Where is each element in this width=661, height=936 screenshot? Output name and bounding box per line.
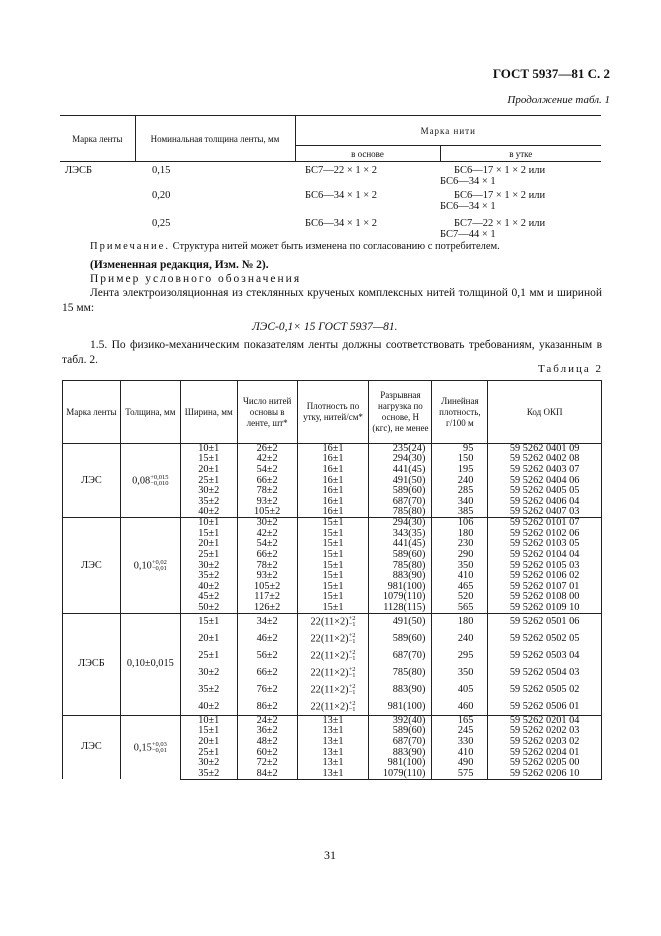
t2-density: 13±1: [297, 726, 369, 737]
t2-density: 16±1: [297, 475, 369, 486]
tolerance: +2 −1: [348, 648, 356, 662]
tolerance: +2 −1: [348, 699, 356, 713]
t2-threads: 105±2: [237, 507, 297, 518]
t2-okp: 59 5262 0107 01: [488, 582, 602, 593]
table-note: Примечание. Структура нитей может быть изменена по согласованию с потребителем.: [90, 241, 500, 252]
t2-linear: 95: [432, 444, 488, 455]
t2-width: 40±2: [180, 582, 237, 593]
t2-threads: 126±2: [237, 603, 297, 614]
t2-load: 589(60): [369, 486, 432, 497]
t2-load: 687(70): [369, 497, 432, 508]
t1-weft: БС7—22 × 1 × 2 или БС7—44 × 1: [440, 217, 546, 240]
t2-load: 589(60): [369, 550, 432, 561]
t2-density: 22(11×2) +2 −1: [297, 630, 369, 647]
t2-okp: 59 5262 0406 04: [488, 497, 602, 508]
t2-okp: 59 5262 0101 07: [488, 518, 602, 529]
t2-linear: 195: [432, 465, 488, 476]
tolerance: +2 −1: [348, 615, 356, 629]
t2-okp: 59 5262 0103 05: [488, 539, 602, 550]
t2-width: 25±1: [180, 747, 237, 758]
example-text: Лента электроизоляционная из стеклянных крученых комплексных нитей толщиной 0,1 мм и шириной 15 мм:: [62, 287, 602, 314]
t2-okp: 59 5262 0405 05: [488, 486, 602, 497]
t2-okp: 59 5262 0201 04: [488, 715, 602, 726]
table-continuation-label: Продолжение табл. 1: [507, 94, 610, 106]
t2-threads: 54±2: [237, 465, 297, 476]
t2-linear: 240: [432, 475, 488, 486]
t2-width: 10±1: [180, 444, 237, 455]
t2-density: 16±1: [297, 486, 369, 497]
t2-density: 22(11×2) +2 −1: [297, 681, 369, 698]
t2-load: 1128(115): [369, 603, 432, 614]
t2-threads: 93±2: [237, 497, 297, 508]
table-2: [62, 380, 602, 780]
t2-width: 35±2: [180, 497, 237, 508]
t2-threads: 42±2: [237, 454, 297, 465]
t2-linear: 520: [432, 592, 488, 603]
t1-header-brand: Марка ленты: [60, 116, 135, 162]
t2-density: 22(11×2) +2 −1: [297, 647, 369, 664]
t1-header-thickness: Номинальная толщина ленты, мм: [135, 116, 295, 162]
t2-load: 785(80): [369, 507, 432, 518]
t2-header-density: Плотность по утку, нитей/см*: [297, 381, 369, 444]
t2-header-load: Разрывная нагрузка по основе, Н (кгс), не менее: [369, 381, 432, 444]
t2-linear: 245: [432, 726, 488, 737]
t2-density: 15±1: [297, 550, 369, 561]
t2-threads: 117±2: [237, 592, 297, 603]
t2-load: 1079(110): [369, 592, 432, 603]
t2-okp: 59 5262 0203 02: [488, 737, 602, 748]
t2-okp: 59 5262 0402 08: [488, 454, 602, 465]
t1-warp: БС6—34 × 1 × 2: [305, 217, 378, 229]
t2-header-brand: Марка ленты: [63, 381, 121, 444]
t2-linear: 460: [432, 698, 488, 715]
t2-load: 981(100): [369, 582, 432, 593]
t2-load: 589(60): [369, 630, 432, 647]
t2-threads: 78±2: [237, 560, 297, 571]
t1-weft: БС6—17 × 1 × 2 или БС6—34 × 1: [440, 165, 546, 187]
t2-width: 15±1: [180, 613, 237, 630]
t2-linear: 165: [432, 715, 488, 726]
t2-okp: 59 5262 0205 00: [488, 758, 602, 769]
t2-okp: 59 5262 0407 03: [488, 507, 602, 518]
t2-okp: 59 5262 0106 02: [488, 571, 602, 582]
t2-okp: 59 5262 0501 06: [488, 613, 602, 630]
t2-okp: 59 5262 0502 05: [488, 630, 602, 647]
t2-width: 20±1: [180, 539, 237, 550]
t2-load: 883(90): [369, 681, 432, 698]
t2-okp: 59 5262 0404 06: [488, 475, 602, 486]
t2-load: 491(50): [369, 475, 432, 486]
t2-linear: 180: [432, 529, 488, 540]
t2-linear: 405: [432, 681, 488, 698]
tolerance: +2 −1: [348, 631, 356, 645]
t2-load: 235(24): [369, 444, 432, 455]
t2-density: 15±1: [297, 560, 369, 571]
t1-header-thread: Марка нити: [295, 116, 601, 146]
t2-okp: 59 5262 0206 10: [488, 769, 602, 780]
t2-okp: 59 5262 0102 06: [488, 529, 602, 540]
t2-header-threads: Число нитей основы в ленте, шт*: [237, 381, 297, 444]
t2-width: 20±1: [180, 465, 237, 476]
t1-warp: БС6—34 × 1 × 2: [305, 189, 378, 201]
t2-okp: 59 5262 0204 01: [488, 747, 602, 758]
t2-linear: 490: [432, 758, 488, 769]
t2-density: 15±1: [297, 539, 369, 550]
t2-density: 15±1: [297, 582, 369, 593]
t2-width: 35±2: [180, 681, 237, 698]
t2-width: 15±1: [180, 726, 237, 737]
t2-linear: 240: [432, 630, 488, 647]
t2-density: 22(11×2) +2 −1: [297, 613, 369, 630]
t2-threads: 60±2: [237, 747, 297, 758]
t2-linear: 385: [432, 507, 488, 518]
t2-header-width: Ширина, мм: [180, 381, 237, 444]
t2-width: 35±2: [180, 571, 237, 582]
t2-linear: 350: [432, 664, 488, 681]
t2-linear: 565: [432, 603, 488, 614]
t2-width: 40±2: [180, 698, 237, 715]
t1-weft: БС6—17 × 1 × 2 или БС6—34 × 1: [440, 189, 546, 212]
t2-density: 16±1: [297, 444, 369, 455]
t2-okp: 59 5262 0105 03: [488, 560, 602, 571]
t2-width: 45±2: [180, 592, 237, 603]
t2-linear: 230: [432, 539, 488, 550]
t2-linear: 106: [432, 518, 488, 529]
t1-warp: БС7—22 × 1 × 2: [305, 165, 378, 176]
t2-linear: 350: [432, 560, 488, 571]
t2-threads: 78±2: [237, 486, 297, 497]
t1-header-weft: в утке: [440, 146, 601, 162]
t2-thickness: 0,08 +0,015 −0,010: [120, 444, 180, 518]
t2-body: [63, 444, 602, 780]
clause-1-5: 1.5. По физико-механическим показателям ленты должны соответствовать требованиям, указанным в табл. 2.: [62, 339, 602, 366]
t2-load: 785(80): [369, 664, 432, 681]
t2-thickness: 0,15 +0,03 −0,01: [120, 715, 180, 779]
t2-density: 13±1: [297, 715, 369, 726]
t2-load: 441(45): [369, 539, 432, 550]
t2-threads: 34±2: [237, 613, 297, 630]
tolerance: +2 −1: [348, 682, 356, 696]
t2-okp: 59 5262 0505 02: [488, 681, 602, 698]
t2-density: 13±1: [297, 747, 369, 758]
t2-threads: 26±2: [237, 444, 297, 455]
tolerance: +0,015 −0,010: [150, 473, 169, 487]
t2-load: 981(100): [369, 758, 432, 769]
t2-width: 10±1: [180, 715, 237, 726]
t2-linear: 180: [432, 613, 488, 630]
t2-thickness: 0,10 +0,02 −0,01: [120, 518, 180, 614]
t2-linear: 295: [432, 647, 488, 664]
t2-density: 15±1: [297, 571, 369, 582]
t2-threads: 36±2: [237, 726, 297, 737]
t2-load: 294(30): [369, 454, 432, 465]
t2-okp: 59 5262 0401 09: [488, 444, 602, 455]
t1-thickness: 0,15: [152, 165, 171, 176]
tolerance: +0,02 −0,01: [151, 558, 167, 572]
t2-density: 13±1: [297, 737, 369, 748]
t1-thickness: 0,20: [152, 189, 171, 201]
t2-load: 883(90): [369, 747, 432, 758]
page-number: 31: [324, 848, 336, 862]
t2-width: 30±2: [180, 486, 237, 497]
t2-load: 785(80): [369, 560, 432, 571]
example-title: Пример условного обозначения: [90, 273, 302, 285]
t2-width: 15±1: [180, 529, 237, 540]
t2-linear: 410: [432, 571, 488, 582]
t2-okp: 59 5262 0504 03: [488, 664, 602, 681]
t2-threads: 93±2: [237, 571, 297, 582]
t2-density: 22(11×2) +2 −1: [297, 664, 369, 681]
t2-linear: 150: [432, 454, 488, 465]
t2-threads: 46±2: [237, 630, 297, 647]
t2-okp: 59 5262 0109 10: [488, 603, 602, 614]
t2-threads: 54±2: [237, 539, 297, 550]
t2-load: 491(50): [369, 613, 432, 630]
document-header: ГОСТ 5937—81 С. 2: [492, 66, 610, 81]
t2-density: 22(11×2) +2 −1: [297, 698, 369, 715]
t2-density: 15±1: [297, 603, 369, 614]
t2-load: 883(90): [369, 571, 432, 582]
t2-width: 20±1: [180, 737, 237, 748]
t2-threads: 56±2: [237, 647, 297, 664]
t2-brand: ЛЭС: [63, 444, 121, 518]
t2-width: 25±1: [180, 550, 237, 561]
table-2-caption: Таблица 2: [537, 363, 603, 375]
t2-load: 441(45): [369, 465, 432, 476]
t2-load: 294(30): [369, 518, 432, 529]
t2-okp: 59 5262 0403 07: [488, 465, 602, 476]
t2-threads: 30±2: [237, 518, 297, 529]
t2-load: 392(40): [369, 715, 432, 726]
t2-density: 15±1: [297, 592, 369, 603]
t2-linear: 465: [432, 582, 488, 593]
t2-header-thickness: Толщина, мм: [120, 381, 180, 444]
tolerance: +0,03 −0,01: [151, 740, 167, 754]
t2-density: 15±1: [297, 529, 369, 540]
t2-brand: ЛЭС: [63, 518, 121, 614]
t2-density: 16±1: [297, 497, 369, 508]
t2-threads: 24±2: [237, 715, 297, 726]
t2-width: 15±1: [180, 454, 237, 465]
t2-width: 30±2: [180, 758, 237, 769]
t2-okp: 59 5262 0202 03: [488, 726, 602, 737]
t2-threads: 76±2: [237, 681, 297, 698]
t2-brand: ЛЭС: [63, 715, 121, 779]
t2-width: 40±2: [180, 507, 237, 518]
t2-load: 687(70): [369, 647, 432, 664]
t2-width: 20±1: [180, 630, 237, 647]
t2-okp: 59 5262 0104 04: [488, 550, 602, 561]
t2-width: 25±1: [180, 475, 237, 486]
t2-threads: 66±2: [237, 664, 297, 681]
t2-okp: 59 5262 0108 00: [488, 592, 602, 603]
t2-linear: 285: [432, 486, 488, 497]
t2-width: 30±2: [180, 560, 237, 571]
t2-linear: 410: [432, 747, 488, 758]
t2-density: 16±1: [297, 454, 369, 465]
t2-linear: 330: [432, 737, 488, 748]
t2-okp: 59 5262 0503 04: [488, 647, 602, 664]
t2-width: 25±1: [180, 647, 237, 664]
t2-width: 30±2: [180, 664, 237, 681]
t2-threads: 66±2: [237, 550, 297, 561]
t2-density: 13±1: [297, 769, 369, 780]
table-1: [60, 115, 601, 244]
t2-okp: 59 5262 0506 01: [488, 698, 602, 715]
example-designation: ЛЭС-0,1× 15 ГОСТ 5937—81.: [252, 321, 398, 333]
t2-load: 687(70): [369, 737, 432, 748]
t2-linear: 575: [432, 769, 488, 780]
edition-note: (Измененная редакция, Изм. № 2).: [90, 259, 269, 271]
t2-load: 589(60): [369, 726, 432, 737]
t2-threads: 86±2: [237, 698, 297, 715]
t2-threads: 42±2: [237, 529, 297, 540]
t2-width: 35±2: [180, 769, 237, 780]
t2-load: 1079(110): [369, 769, 432, 780]
t2-threads: 105±2: [237, 582, 297, 593]
t2-load: 343(35): [369, 529, 432, 540]
t1-header-warp: в основе: [295, 146, 440, 162]
t2-brand: ЛЭСБ: [63, 613, 121, 715]
t2-threads: 72±2: [237, 758, 297, 769]
t2-header-okp: Код ОКП: [488, 381, 602, 444]
t2-density: 16±1: [297, 465, 369, 476]
tolerance: +2 −1: [348, 665, 356, 679]
t2-threads: 48±2: [237, 737, 297, 748]
t2-load: 981(100): [369, 698, 432, 715]
t2-threads: 84±2: [237, 769, 297, 780]
t2-linear: 290: [432, 550, 488, 561]
t2-width: 10±1: [180, 518, 237, 529]
t2-density: 15±1: [297, 518, 369, 529]
t2-linear: 340: [432, 497, 488, 508]
t2-thickness: 0,10±0,015: [120, 613, 180, 715]
t2-header-linear: Линейная плотность, г/100 м: [432, 381, 488, 444]
t1-brand: ЛЭСБ: [65, 165, 93, 176]
t2-width: 50±2: [180, 603, 237, 614]
t2-threads: 66±2: [237, 475, 297, 486]
t1-thickness: 0,25: [152, 217, 171, 229]
t2-density: 13±1: [297, 758, 369, 769]
table-row: [63, 613, 602, 630]
t2-density: 16±1: [297, 507, 369, 518]
